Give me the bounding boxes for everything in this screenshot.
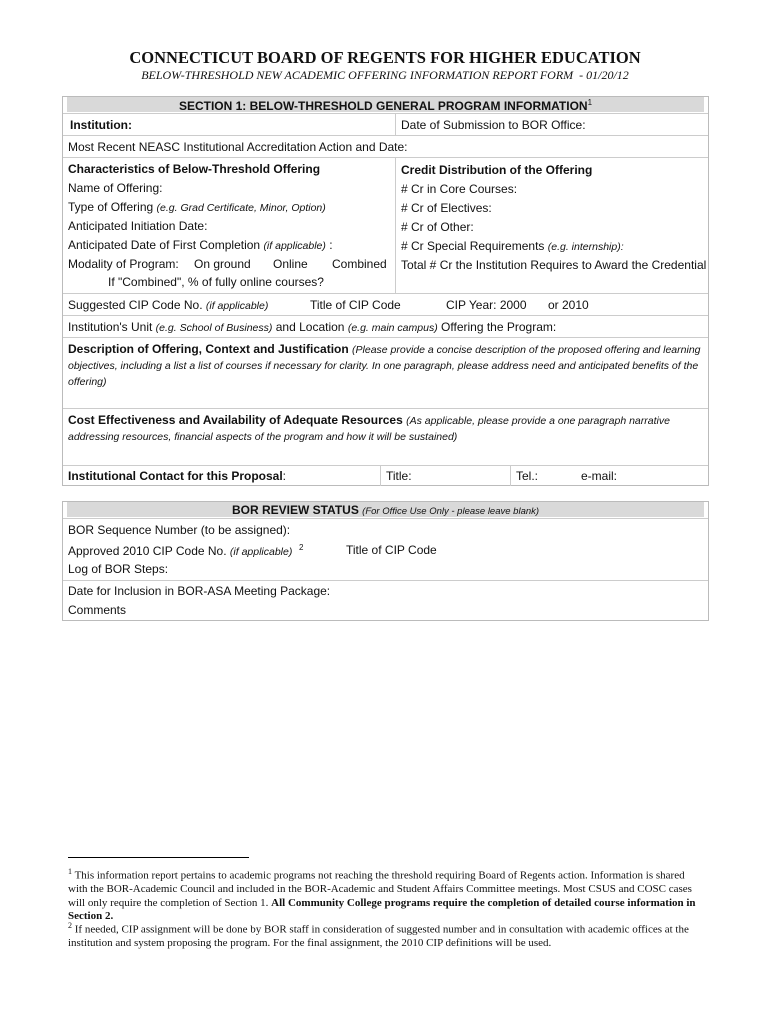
footnote-separator [68, 857, 249, 858]
cip-year-2000-option[interactable]: CIP Year: 2000 [446, 298, 527, 312]
elective-credits-label: # Cr of Electives: [401, 201, 492, 215]
form-date: - 01/20/12 [579, 68, 629, 82]
contact-title-label: Title: [386, 469, 412, 483]
description-block: Description of Offering, Context and Justification (Please provide a concise description of the proposed offering and learning objectives, including a list a list of courses if necessary for clarity. In one paragraph, please address need and anticipated benefits of the offering) [68, 342, 701, 388]
divider [510, 465, 511, 486]
characteristics-heading: Characteristics of Below-Threshold Offering [68, 162, 321, 176]
institution-label: Institution: [70, 118, 132, 132]
neasc-label: Most Recent NEASC Institutional Accreditation Action and Date: [68, 140, 408, 154]
rule [63, 408, 708, 409]
total-credits-label: Total # Cr the Institution Requires to Award the Credential [401, 258, 707, 272]
modality-combined-option[interactable]: Combined [332, 257, 387, 271]
rule [63, 315, 708, 316]
inclusion-date-label: Date for Inclusion in BOR-ASA Meeting Package: [68, 584, 331, 598]
footnote-2: $^2$ If needed, CIP assignment will be done by BOR staff in consideration of suggested number and in consultation with academic offices at the institution and system proposing the program. For the final assignment, the 2010 CIP definitions will be used. [68, 921, 689, 950]
modality-on-ground-option[interactable]: On ground [194, 257, 251, 271]
divider [380, 465, 381, 486]
rule [63, 518, 708, 519]
other-credits-label: # Cr of Other: [401, 220, 474, 234]
core-credits-label: # Cr in Core Courses: [401, 182, 518, 196]
rule [63, 113, 708, 114]
rule [63, 135, 708, 136]
date-submission-label: Date of Submission to BOR Office: [401, 118, 586, 132]
rule [63, 337, 708, 338]
rule [63, 157, 708, 158]
contact-label: Institutional Contact for this Proposal: [68, 469, 287, 483]
offering-name-label: Name of Offering: [68, 181, 163, 195]
bor-review-table [62, 501, 709, 621]
cip-title-label: Title of CIP Code [310, 298, 401, 312]
suggested-cip-label: Suggested CIP Code No. (if applicable) [68, 298, 269, 312]
contact-tel-label: Tel.: [516, 469, 539, 483]
cost-block: Cost Effectiveness and Availability of Adequate Resources (As applicable, please provide a one paragraph narrative addressing resources, financial aspects of the program and how it will be sustained) [68, 413, 670, 443]
modality-label: Modality of Program: [68, 257, 179, 271]
document-subtitle [0, 68, 770, 83]
offering-type-label: Type of Offering (e.g. Grad Certificate, Minor, Option) [68, 200, 326, 214]
cip-year-2010-option[interactable]: or 2010 [548, 298, 589, 312]
footnote-1: $^1$ This information report pertains to academic programs not reaching the threshold requiring Board of Regents action. Information is shared with the BOR-Academic Council and included in the BOR-Academic and Student Affairs Committee meetings. Most CSUS and COSC cases will only require the completion of Section 1. All Community College programs require the completion of detailed course information in Section 2. [68, 867, 696, 923]
approved-cip-label: Approved 2010 CIP Code No. (if applicable) $^2$ [68, 543, 304, 558]
credit-heading: Credit Distribution of the Offering [401, 163, 593, 177]
modality-online-option[interactable]: Online [273, 257, 308, 271]
comments-label: Comments [68, 603, 127, 617]
bor-log-label: Log of BOR Steps: [68, 562, 169, 576]
document-title: CONNECTICUT BOARD OF REGENTS FOR HIGHER EDUCATION [129, 48, 641, 67]
completion-date-label: Anticipated Date of First Completion (if applicable) : [68, 238, 333, 252]
special-credits-label: # Cr Special Requirements (e.g. internship): [401, 239, 624, 253]
initiation-date-label: Anticipated Initiation Date: [68, 219, 208, 233]
rule [63, 293, 708, 294]
section1-footnote-ref: 1 [587, 98, 593, 107]
divider [395, 157, 396, 293]
form-name: BELOW-THRESHOLD NEW ACADEMIC OFFERING INFORMATION REPORT FORM [141, 68, 574, 82]
bor-cip-title-label: Title of CIP Code [346, 543, 437, 557]
rule [63, 580, 708, 581]
divider [395, 113, 396, 135]
contact-email-label: e-mail: [581, 469, 618, 483]
combined-percent-label: If "Combined", % of fully online courses? [108, 275, 324, 289]
section1-title: SECTION 1: BELOW-THRESHOLD GENERAL PROGRAM INFORMATION$^1$ [178, 98, 593, 113]
bor-sequence-label: BOR Sequence Number (to be assigned): [68, 523, 291, 537]
bor-review-title: BOR REVIEW STATUS (For Office Use Only - please leave blank) [231, 503, 540, 517]
rule [63, 465, 708, 466]
institution-unit-label: Institution's Unit (e.g. School of Business) and Location (e.g. main campus) Offering the Program: [68, 320, 557, 334]
